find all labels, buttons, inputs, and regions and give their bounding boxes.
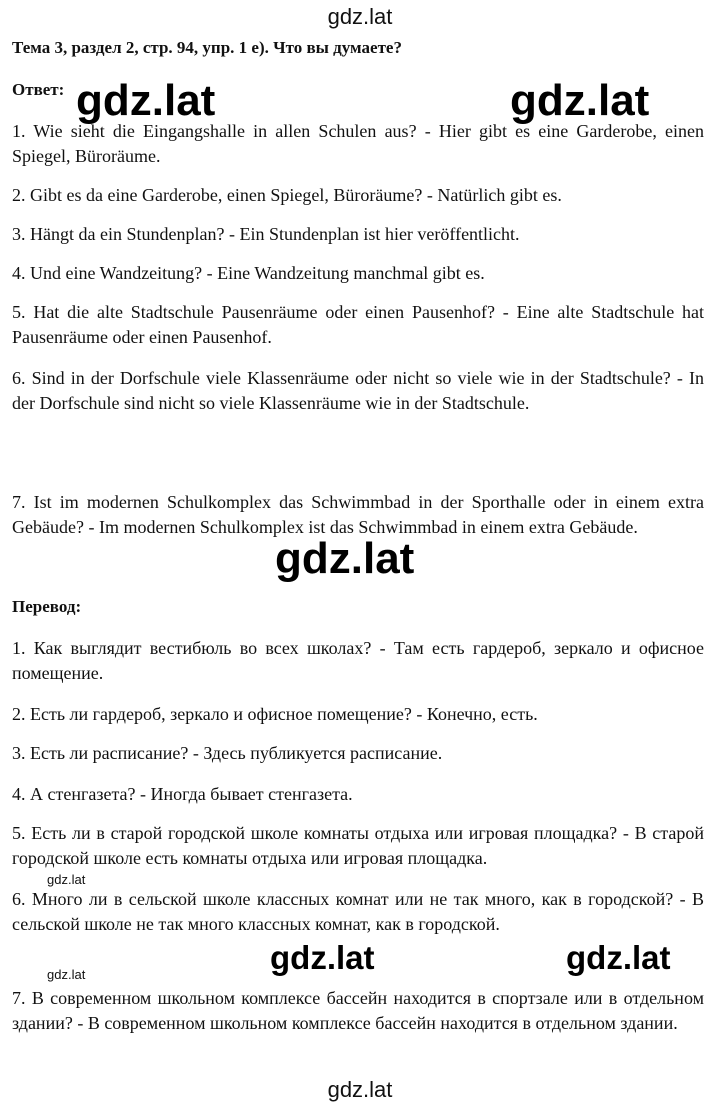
translation-label: Перевод: xyxy=(12,597,82,616)
watermark-large-left: gdz.lat xyxy=(76,76,216,125)
watermark-medium-right: gdz.lat xyxy=(566,939,671,976)
watermark-small-1: gdz.lat xyxy=(47,872,86,887)
translation-item-3: 3. Есть ли расписание? - Здесь публикуется расписание. xyxy=(12,743,443,763)
watermark-bottom: gdz.lat xyxy=(327,1077,393,1102)
page-heading: Тема 3, раздел 2, стр. 94, упр. 1 е). Что вы думаете? xyxy=(12,38,402,57)
watermark-large-right: gdz.lat xyxy=(510,76,650,125)
answer-item-3: 3. Hängt da ein Stundenplan? - Ein Stundenplan ist hier veröffentlicht. xyxy=(12,224,520,244)
answer-item-6: 6. Sind in der Dorfschule viele Klassenräume oder nicht so viele wie in der Stadtschule? - In der Dorfschule sind nicht so viele Klassenräume wie in der Stadtschule. xyxy=(12,368,704,413)
watermark-top: gdz.lat xyxy=(327,4,393,29)
watermark-small-2: gdz.lat xyxy=(47,967,86,982)
answer-item-7: 7. Ist im modernen Schulkomplex das Schwimmbad in der Sporthalle oder in einem extra Gebäude? - Im modernen Schulkomplex ist das Schwimmbad in einem extra Gebäude. xyxy=(12,492,704,537)
answer-item-1: 1. Wie sieht die Eingangshalle in allen Schulen aus? - Hier gibt es eine Garderobe, einen Spiegel, Büroräume. xyxy=(12,121,704,166)
watermark-large-center: gdz.lat xyxy=(275,534,415,583)
translation-item-1: 1. Как выглядит вестибюль во всех школах? - Там есть гардероб, зеркало и офисное помещение. xyxy=(12,638,704,683)
translation-item-4: 4. А стенгазета? - Иногда бывает стенгазета. xyxy=(12,784,353,804)
answer-item-5: 5. Hat die alte Stadtschule Pausenräume oder einen Pausenhof? - Eine alte Stadtschule hat Pausenräume oder einen Pausenhof. xyxy=(12,302,704,347)
translation-item-5: 5. Есть ли в старой городской школе комнаты отдыха или игровая площадка? - В старой городской школе есть комнаты отдыха или игровая площадка. xyxy=(12,823,704,868)
answer-item-4: 4. Und eine Wandzeitung? - Eine Wandzeitung manchmal gibt es. xyxy=(12,263,485,283)
answer-item-2: 2. Gibt es da eine Garderobe, einen Spiegel, Büroräume? - Natürlich gibt es. xyxy=(12,185,562,205)
answer-label: Ответ: xyxy=(12,80,65,99)
translation-item-6: 6. Много ли в сельской школе классных комнат или не так много, как в городской? - В сельской школе не так много классных комнат, как в городской. xyxy=(12,889,704,934)
watermark-medium-left: gdz.lat xyxy=(270,939,375,976)
translation-item-7: 7. В современном школьном комплексе бассейн находится в спортзале или в отдельном здании? - В современном школьном комплексе бассейн находится в отдельном здании. xyxy=(12,988,704,1033)
translation-item-2: 2. Есть ли гардероб, зеркало и офисное помещение? - Конечно, есть. xyxy=(12,704,538,724)
